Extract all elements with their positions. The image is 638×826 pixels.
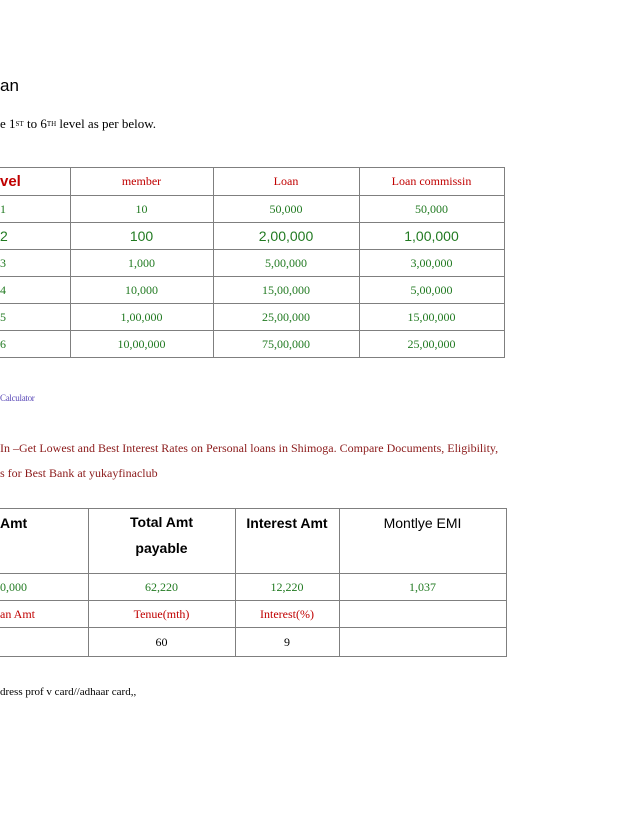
intro-text bbox=[0, 116, 156, 132]
documents-note: dress prof v card//adhaar card,, bbox=[0, 686, 137, 698]
monthly-emi-value: 1,037 bbox=[339, 574, 506, 601]
level-table-header bbox=[0, 168, 504, 196]
header-level: vel bbox=[0, 168, 70, 196]
level-cell: 3 bbox=[0, 250, 70, 277]
loan-amt-value: 0,000 bbox=[0, 574, 88, 601]
level-cell: 1 bbox=[0, 196, 70, 223]
member-cell: 100 bbox=[70, 223, 213, 250]
commission-cell: 25,00,000 bbox=[359, 331, 504, 358]
intro-sup-first: ST bbox=[15, 120, 24, 128]
member-cell: 10,000 bbox=[70, 277, 213, 304]
tenure-input[interactable]: 60 bbox=[88, 628, 235, 657]
level-cell: 2 bbox=[0, 223, 70, 250]
promo-line-2: s for Best Bank at yukayfinaclub bbox=[0, 466, 158, 480]
commission-cell: 5,00,000 bbox=[359, 277, 504, 304]
header-loan-commission: Loan commissin bbox=[359, 168, 504, 196]
level-cell: 5 bbox=[0, 304, 70, 331]
commission-cell: 15,00,000 bbox=[359, 304, 504, 331]
level-cell: 6 bbox=[0, 331, 70, 358]
header-member: member bbox=[70, 168, 213, 196]
emi-input-row bbox=[0, 628, 506, 657]
emi-table bbox=[0, 508, 507, 657]
table-row bbox=[0, 304, 504, 331]
table-row bbox=[0, 250, 504, 277]
header-interest-amt: Interest Amt bbox=[235, 509, 339, 574]
total-amt-value: 62,220 bbox=[88, 574, 235, 601]
level-cell: 4 bbox=[0, 277, 70, 304]
level-table bbox=[0, 167, 505, 358]
interest-amt-value: 12,220 bbox=[235, 574, 339, 601]
empty-label-cell bbox=[339, 601, 506, 628]
intro-suffix: level as per below. bbox=[56, 116, 157, 131]
member-cell: 1,00,000 bbox=[70, 304, 213, 331]
loan-cell: 50,000 bbox=[213, 196, 359, 223]
page-heading: an bbox=[0, 76, 19, 95]
empty-input-cell bbox=[339, 628, 506, 657]
header-total-amt: Total Amt bbox=[130, 514, 193, 530]
member-cell: 10,00,000 bbox=[70, 331, 213, 358]
promo-line-1: In –Get Lowest and Best Interest Rates on Personal loans in Shimoga. Compare Documents, Eligibility, bbox=[0, 441, 499, 455]
loan-cell: 2,00,000 bbox=[213, 223, 359, 250]
member-cell: 1,000 bbox=[70, 250, 213, 277]
intro-prefix: e 1 bbox=[0, 116, 16, 131]
table-row bbox=[0, 277, 504, 304]
header-total-amt-payable bbox=[88, 509, 235, 574]
loan-cell: 25,00,000 bbox=[213, 304, 359, 331]
calculator-link[interactable]: Calculator bbox=[0, 393, 35, 403]
intro-sup-last: TH bbox=[46, 120, 57, 128]
header-monthly-emi: Montlye EMI bbox=[339, 509, 506, 574]
loan-cell: 5,00,000 bbox=[213, 250, 359, 277]
loan-amt-label: an Amt bbox=[0, 601, 88, 628]
loan-cell: 75,00,000 bbox=[213, 331, 359, 358]
table-row bbox=[0, 331, 504, 358]
commission-cell: 1,00,000 bbox=[359, 223, 504, 250]
intro-middle: to 6 bbox=[23, 116, 47, 131]
tenure-label: Tenue(mth) bbox=[88, 601, 235, 628]
header-payable: payable bbox=[135, 540, 188, 556]
loan-cell: 15,00,000 bbox=[213, 277, 359, 304]
commission-cell: 50,000 bbox=[359, 196, 504, 223]
header-loan: Loan bbox=[213, 168, 359, 196]
emi-result-row bbox=[0, 574, 506, 601]
table-row bbox=[0, 196, 504, 223]
loan-amt-input[interactable] bbox=[0, 628, 88, 657]
emi-table-header bbox=[0, 509, 506, 574]
interest-rate-input[interactable]: 9 bbox=[235, 628, 339, 657]
member-cell: 10 bbox=[70, 196, 213, 223]
commission-cell: 3,00,000 bbox=[359, 250, 504, 277]
table-row bbox=[0, 223, 504, 250]
interest-rate-label: Interest(%) bbox=[235, 601, 339, 628]
header-loan-amt: Amt bbox=[0, 509, 88, 574]
emi-input-label-row bbox=[0, 601, 506, 628]
